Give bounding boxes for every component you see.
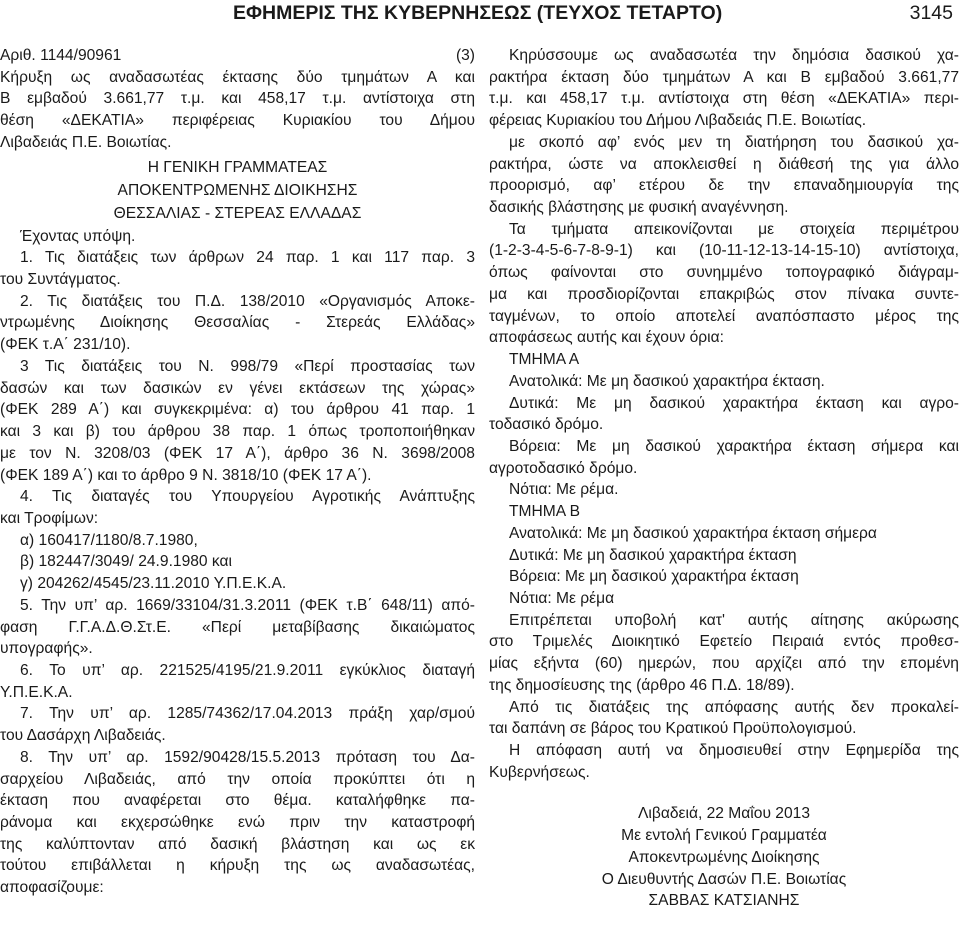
body-line: β) 182447/3049/ 24.9.1980 και bbox=[20, 553, 233, 571]
body-line: ντρωμένης Διοίκησης Θεσσαλίας - Στερεάς Ελλάδας» bbox=[0, 314, 475, 332]
body-line: υπογραφής». bbox=[0, 640, 93, 658]
authority-line: ΑΠΟΚΕΝΤΡΩΜΕΝΗΣ ΔΙΟΙΚΗΣΗΣ bbox=[117, 181, 358, 199]
body-line: Βόρεια: Με μη δασικού χαρακτήρα έκταση σήμερα και bbox=[509, 437, 959, 455]
body-line: αποφάσεως αυτής και έχουν όρια: bbox=[489, 329, 724, 347]
body-line: 5. Την υπ’ αρ. 1669/33104/31.3.2011 (ΦΕΚ τ.Β΄ 648/11) από- bbox=[20, 596, 475, 614]
body-line: Από τις διατάξεις της απόφασης αυτής δεν προκαλεί- bbox=[509, 698, 959, 716]
decision-title bbox=[0, 67, 475, 154]
title-line: Κήρυξη ως αναδασωτέας έκτασης δύο τμημάτων Α και bbox=[0, 68, 475, 86]
body-line: Η απόφαση αυτή να δημοσιευθεί στην Εφημερίδα της bbox=[509, 742, 959, 759]
issuing-authority bbox=[0, 154, 475, 226]
body-line: (1-2-3-4-5-6-7-8-9-1) και (10-11-12-13-14-15-10) αντίστοιχα, bbox=[489, 242, 959, 260]
body-line: φαση Γ.Γ.Α.Δ.Θ.Στ.Ε. «Περί μεταβίβασης δικαιώματος bbox=[0, 618, 475, 636]
body-line: 4. Τις διαταγές του Υπουργείου Αγροτικής Ανάπτυξης bbox=[20, 488, 475, 506]
body-line: με σκοπό αφ’ ενός μεν τη διατήρηση του δασικού χα- bbox=[509, 133, 959, 151]
body-line: μίας εξήντα (60) ημερών, που αρχίζει από την επομένη bbox=[489, 655, 959, 673]
gazette-title: ΕΦΗΜΕΡΙΣ ΤΗΣ ΚΥΒΕΡΝΗΣΕΩΣ (ΤΕΥΧΟΣ ΤΕΤΑΡΤΟ) bbox=[233, 2, 723, 24]
considerations bbox=[0, 226, 475, 899]
body-line: αποφασίζουμε: bbox=[0, 879, 104, 897]
decision-index: (3) bbox=[455, 47, 475, 64]
body-line: και Τροφίμων: bbox=[0, 509, 99, 527]
date-line: Λιβαδειά, 22 Μαΐου 2013 bbox=[637, 805, 810, 823]
body-line: 1. Τις διατάξεις των άρθρων 24 παρ. 1 και 117 παρ. 3 bbox=[20, 249, 475, 267]
signature-line: Με εντολή Γενικού Γραμματέα bbox=[621, 827, 827, 845]
title-line: Λιβαδειάς Π.Ε. Βοιωτίας. bbox=[0, 133, 172, 151]
right-column bbox=[489, 45, 959, 912]
body-line: Ανατολικά: Με μη δασικού χαρακτήρα έκταση σήμερα bbox=[509, 524, 877, 542]
title-line: Β εμβαδού 3.661,77 τ.μ. και 458,17 τ.μ. αντίστοιχα στη bbox=[0, 90, 475, 108]
body-line: Νότια: Με ρέμα. bbox=[509, 481, 619, 499]
page-header bbox=[0, 0, 959, 36]
body-line: δασών και των δασικών εν γένει εκτάσεων της χώρας» bbox=[0, 379, 475, 397]
body-line: έκταση που αναφέρεται στο θέμα. καταλήφθηκε πα- bbox=[0, 792, 475, 810]
body-line: στο Τριμελές Διοικητικό Εφετείο Πειραιά εντός προθεσ- bbox=[489, 633, 959, 651]
body-line: Ανατολικά: Με μη δασικού χαρακτήρα έκταση. bbox=[509, 372, 825, 390]
section-heading: ΤΜΗΜΑ Α bbox=[509, 351, 580, 369]
body-line: σαρχείου Λιβαδειάς, από την οποία προκύπτει ότι η bbox=[0, 770, 475, 788]
body-line: Δυτικά: Με μη δασικού χαρακτήρα έκταση και αγρο- bbox=[509, 394, 959, 412]
body-line: μα και προσδιορίζονται επακριβώς στον πίνακα συντε- bbox=[489, 285, 959, 303]
body-line: του Συντάγματος. bbox=[0, 271, 121, 289]
body-line: τ.μ. και 458,17 τ.μ. αντίστοιχα στη θέση «ΔΕΚΑΤΙΑ» περι- bbox=[489, 90, 959, 108]
body-line: όπως φαίνονται στο συνημμένο τοπογραφικό διάγραμ- bbox=[489, 264, 959, 282]
body-line: ρακτήρα, ώστε να αποκλεισθεί η διάθεσή της για άλλο bbox=[489, 155, 959, 173]
body-line: α) 160417/1180/8.7.1980, bbox=[20, 531, 198, 549]
body-line: 7. Την υπ’ αρ. 1285/74362/17.04.2013 πράξη χαρ/σμού bbox=[20, 705, 475, 723]
body-line: Τα τμήματα απεικονίζονται με στοιχεία περιμέτρου bbox=[509, 220, 959, 238]
body-line: Έχοντας υπόψη. bbox=[20, 227, 136, 245]
body-line: (ΦΕΚ 289 Α΄) και συγκεκριμένα: α) του άρθρου 41 παρ. 1 bbox=[0, 401, 475, 419]
body-line: Κηρύσσουμε ως αναδασωτέα την δημόσια δασικού χα- bbox=[509, 47, 959, 64]
body-line: Κυβερνήσεως. bbox=[489, 763, 590, 781]
signatory-name: ΣΑΒΒΑΣ ΚΑΤΣΙΑΝΗΣ bbox=[648, 892, 800, 910]
body-line: ταγμένων, το οποίο αποτελεί αναπόσπαστο μέρος της bbox=[489, 307, 959, 325]
body-line: 2. Τις διατάξεις του Π.Δ. 138/2010 «Οργανισμός Αποκε- bbox=[20, 292, 475, 310]
body-line: 6. Το υπ’ αρ. 221525/4195/21.9.2011 εγκύκλιος διαταγή bbox=[20, 661, 475, 679]
body-line: με τον Ν. 3208/03 (ΦΕΚ 17 Α΄), άρθρο 36 Ν. 3698/2008 bbox=[0, 444, 475, 462]
signature-block bbox=[489, 803, 959, 912]
body-line: Βόρεια: Με μη δασικού χαρακτήρα έκταση bbox=[509, 568, 799, 586]
body-line: και 3 και β) του άρθρου 38 παρ. 1 όπως τροποποιήθηκαν bbox=[0, 423, 475, 441]
body-line: ρακτήρα έκταση δύο τμημάτων Α και Β εμβαδού 3.661,77 bbox=[489, 68, 959, 86]
decision-number: Αριθ. 1144/90961 bbox=[0, 47, 122, 64]
section-heading: ΤΜΗΜΑ Β bbox=[509, 503, 581, 521]
title-line: θέση «ΔΕΚΑΤΙΑ» περιφέρειας Κυριακίου του Δήμου bbox=[0, 112, 475, 130]
decision-number-line bbox=[0, 45, 475, 67]
body-line: 3 Τις διατάξεις του Ν. 998/79 «Περί προστασίας των bbox=[20, 357, 475, 375]
body-line: της δημοσίευσης της (άρθρο 46 Π.Δ. 18/89). bbox=[489, 676, 795, 694]
body-line: 8. Την υπ’ αρ. 1592/90428/15.5.2013 πρόταση του Δα- bbox=[20, 748, 475, 766]
authority-line: ΘΕΣΣΑΛΙΑΣ - ΣΤΕΡΕΑΣ ΕΛΛΑΔΑΣ bbox=[113, 204, 362, 222]
signature-line: Ο Διευθυντής Δασών Π.Ε. Βοιωτίας bbox=[601, 870, 847, 888]
signature-line: Αποκεντρωμένης Διοίκησης bbox=[628, 848, 820, 866]
body-line: του Δασάρχη Λιβαδειάς. bbox=[0, 727, 166, 745]
body-line: Νότια: Με ρέμα bbox=[509, 589, 615, 607]
body-line: δασικής βλάστησης με φυσική αναγέννηση. bbox=[489, 199, 789, 217]
page-number: 3145 bbox=[909, 2, 953, 24]
body-line: προορισμό, αφ’ ετέρου δε την επαναδημιουργία της bbox=[489, 177, 959, 195]
body-line: αγροτοδασικό δρόμο. bbox=[489, 459, 638, 477]
body-line: ράνομα και εκχερσώθηκε ενώ πριν την καταστροφή bbox=[0, 814, 475, 831]
body-line: Υ.Π.Ε.Κ.Α. bbox=[0, 683, 73, 701]
body-line: τοδασικό δρόμο. bbox=[489, 416, 604, 434]
spacer bbox=[489, 783, 959, 803]
left-column bbox=[0, 45, 475, 899]
body-line: (ΦΕΚ 189 Α΄) και το άρθρο 9 Ν. 3818/10 (ΦΕΚ 17 Α΄). bbox=[0, 466, 372, 484]
body-line: ται δαπάνη σε βάρος του Κρατικού Προϋπολογισμού. bbox=[489, 720, 857, 738]
body-line: της καλύπτονταν από δασική βλάστηση και ως εκ bbox=[0, 835, 475, 853]
authority-line: Η ΓΕΝΙΚΗ ΓΡΑΜΜΑΤΕΑΣ bbox=[147, 158, 328, 176]
body-line: Επιτρέπεται υποβολή κατ' αυτής αίτησης ακύρωσης bbox=[509, 611, 959, 629]
decision-body bbox=[489, 45, 959, 783]
body-line: Δυτικά: Με μη δασικού χαρακτήρα έκταση bbox=[509, 546, 797, 564]
body-line: φέρειας Κυριακίου του Δήμου Λιβαδειάς Π.Ε. Βοιωτίας. bbox=[489, 112, 867, 130]
body-line: γ) 204262/4545/23.11.2010 Υ.Π.Ε.Κ.Α. bbox=[20, 575, 287, 593]
body-line: τούτου επιβάλλεται η κήρυξη της ως αναδασωτέας, bbox=[0, 857, 475, 875]
body-line: (ΦΕΚ τ.Α΄ 231/10). bbox=[0, 336, 131, 354]
